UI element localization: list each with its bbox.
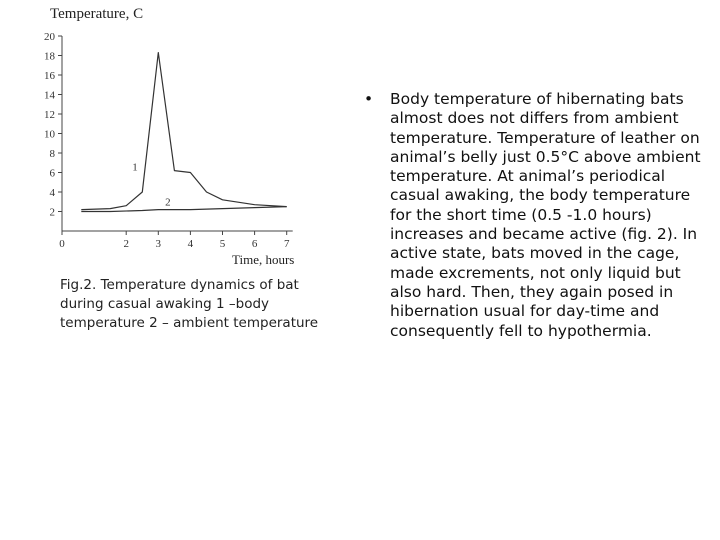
series-2-line [81,207,286,212]
x-tick-label: 5 [219,238,226,250]
series-group [81,53,286,212]
x-tick-label: 0 [59,238,65,250]
chart-plot [0,0,330,280]
x-tick-label: 2 [123,238,129,250]
series-2-label: 2 [165,196,171,209]
x-axis-label: Time, hours [232,252,295,267]
bullet-paragraph [364,90,702,341]
y-ticks [44,31,62,219]
bullet-text: Body temperature of hibernating bats almost does not differs from ambient temperature. Temperature of leather on animal’s belly just 0.5°C above ambient temperature. At animal’s periodical casual awaking, the body temperature for the short time (0.5 -1.0 hours) increases and became active (fig. 2). In active state, bats moved in the cage, made excrements, not only liquid but also hard. Then, they again posed in hibernation usual for day-time and consequently fell to hypothermia. [390,90,701,340]
y-tick-label: 4 [49,187,55,199]
chart-axes [62,36,293,231]
x-ticks [59,231,290,250]
y-tick-label: 10 [44,128,55,141]
y-tick-label: 12 [44,109,55,121]
x-tick-label: 7 [283,238,290,250]
x-tick-label: 4 [187,238,194,250]
y-tick-label: 16 [44,70,55,82]
series-1-label: 1 [132,161,138,174]
bullet-marker: • [364,90,374,108]
y-tick-label: 20 [44,31,55,43]
y-tick-label: 2 [49,206,55,219]
chart-title: Temperature, C [50,6,144,22]
y-tick-label: 8 [49,148,55,160]
x-tick-label: 6 [251,238,258,250]
y-tick-label: 14 [44,89,55,102]
x-tick-label: 3 [155,238,162,250]
series-1-line [81,53,286,210]
y-tick-label: 6 [49,167,55,180]
y-tick-label: 18 [44,50,55,63]
figure-caption: Fig.2. Temperature dynamics of bat during casual awaking 1 –body temperature 2 – ambient temperature [60,277,319,331]
